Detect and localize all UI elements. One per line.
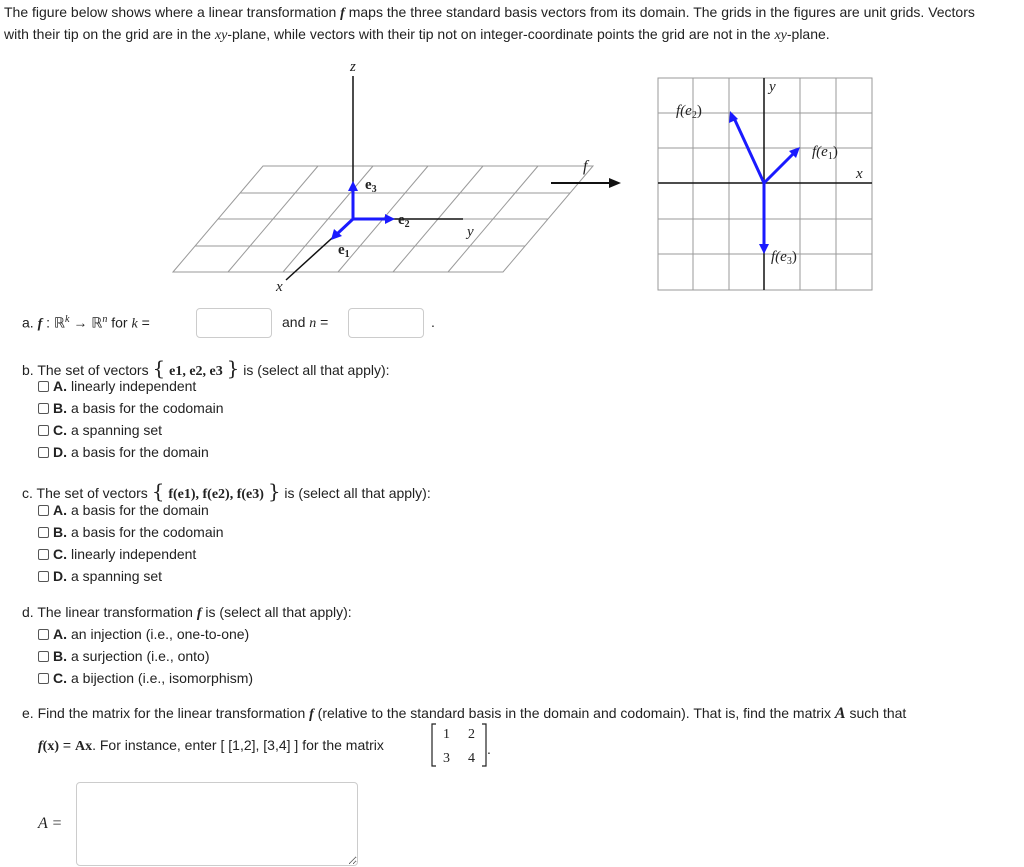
question-e: e. Find the matrix for the linear transformation f (relative to the standard basis in the domain and codomain). That is, find the matrix A such that <box>22 705 907 722</box>
fe3-label: $f(e_3)$ <box>771 249 797 267</box>
qb-option-c[interactable]: C. a spanning set <box>38 422 162 438</box>
svg-text:2: 2 <box>468 727 475 742</box>
question-a: a. f : ℝ$^k$ → ℝ$^n$ for k = <box>22 314 150 332</box>
codomain-x-label: x <box>856 166 863 182</box>
qd-option-a[interactable]: A. an injection (i.e., one-to-one) <box>38 626 249 642</box>
question-b: b. The set of vectors { e1, e2, e3 } is (select all that apply): <box>22 356 390 380</box>
qc-option-a[interactable]: A. a basis for the domain <box>38 502 209 518</box>
checkbox[interactable] <box>38 651 49 662</box>
qb-option-b[interactable]: B. a basis for the codomain <box>38 400 224 416</box>
x-axis-label: x <box>276 279 283 295</box>
qd-option-c[interactable]: C. a bijection (i.e., isomorphism) <box>38 670 253 686</box>
checkbox[interactable] <box>38 549 49 560</box>
n-input[interactable] <box>348 308 424 338</box>
checkbox[interactable] <box>38 425 49 436</box>
fe1-label: $f(e_1)$ <box>812 144 838 162</box>
svg-text:4: 4 <box>468 751 475 766</box>
answer-label: A = <box>38 815 63 832</box>
checkbox[interactable] <box>38 629 49 640</box>
k-input[interactable] <box>196 308 272 338</box>
qc-option-c[interactable]: C. linearly independent <box>38 546 196 562</box>
qc-option-b[interactable]: B. a basis for the codomain <box>38 524 224 540</box>
matrix-answer-textarea[interactable] <box>76 782 358 866</box>
example-matrix <box>430 722 490 768</box>
qb-option-a[interactable]: A. linearly independent <box>38 378 196 394</box>
and-n-label: and n = <box>282 314 329 331</box>
checkbox[interactable] <box>38 381 49 392</box>
svg-text:.: . <box>487 741 491 757</box>
svg-text:1: 1 <box>443 727 450 742</box>
checkbox[interactable] <box>38 571 49 582</box>
question-e-line2: f(x) = Ax. For instance, enter [ [1,2], [3,4] ] for the matrix <box>38 737 384 754</box>
qc-option-d[interactable]: D. a spanning set <box>38 568 162 584</box>
y-axis-label: y <box>467 224 474 240</box>
question-c: c. The set of vectors { f(e1), f(e2), f(e3) } is (select all that apply): <box>22 479 431 503</box>
e2-label: $e_2$ <box>398 212 410 230</box>
e1-label: $e_1$ <box>338 242 350 260</box>
question-d: d. The linear transformation f is (select all that apply): <box>22 604 352 621</box>
intro-text: The figure below shows where a linear transformation f maps the three standard basis vectors from its domain. The grids in the figures are unit grids. Vectors with their tip on the grid are in the xy-plane, while vectors with their tip not on integer-coordinate points the grid are not in the xy-plane. <box>4 4 975 43</box>
checkbox[interactable] <box>38 447 49 458</box>
e3-label: $e_3$ <box>365 177 377 195</box>
svg-text:f: f <box>583 158 588 175</box>
z-axis-label: z <box>350 59 356 75</box>
a-period: . <box>431 314 435 330</box>
qd-option-b[interactable]: B. a surjection (i.e., onto) <box>38 648 210 664</box>
svg-text:3: 3 <box>443 751 450 766</box>
checkbox[interactable] <box>38 403 49 414</box>
fe2-label: $f(e_2)$ <box>676 103 702 121</box>
codomain-y-label: y <box>769 79 776 95</box>
checkbox[interactable] <box>38 673 49 684</box>
checkbox[interactable] <box>38 527 49 538</box>
transformation-figure <box>173 58 875 294</box>
qb-option-d[interactable]: D. a basis for the domain <box>38 444 209 460</box>
checkbox[interactable] <box>38 505 49 516</box>
